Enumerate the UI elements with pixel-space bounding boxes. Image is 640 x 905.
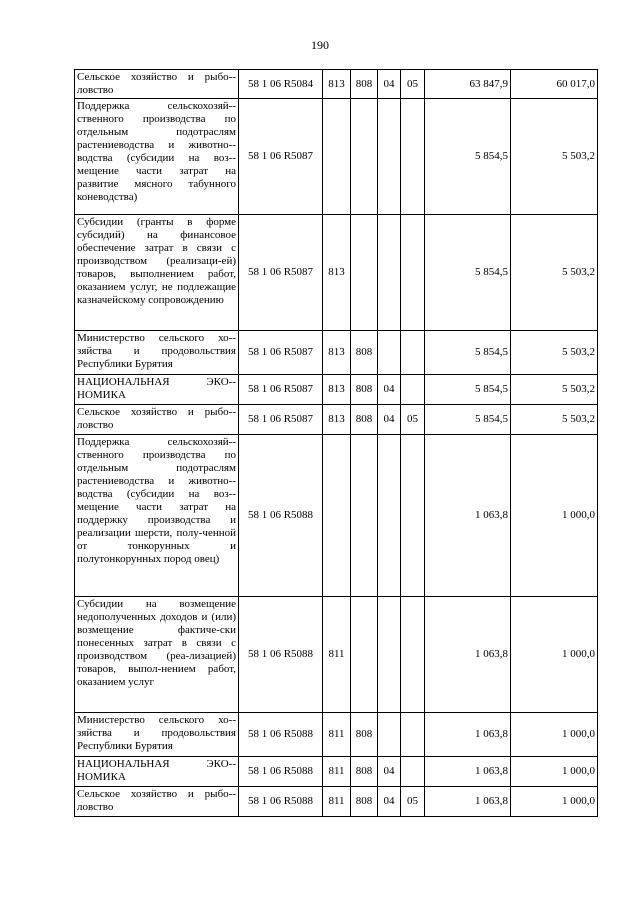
row-name: НАЦИОНАЛЬНАЯ ЭКО-НОМИКА bbox=[75, 757, 239, 787]
row-ministry-code bbox=[351, 99, 378, 215]
table-row bbox=[75, 331, 598, 375]
row-ministry-code: 808 bbox=[351, 70, 378, 99]
row-subsection-code bbox=[401, 99, 425, 215]
row-group-code: 813 bbox=[323, 215, 351, 331]
row-subsection-code bbox=[401, 757, 425, 787]
row-name: Поддержка сельскохозяй-ственного производства по отдельным подотраслям растениеводства и животно-водства (субсидии на воз-мещение части затрат на поддержку производства и реализации шерсти, полу-ченной от тонкорунных и полутонкорунных пород овец) bbox=[75, 435, 239, 597]
row-name: Министерство сельского хо-зяйства и продовольствия Республики Бурятия bbox=[75, 331, 239, 375]
row-amount-2: 5 503,2 bbox=[511, 405, 598, 435]
row-group-code: 813 bbox=[323, 405, 351, 435]
row-subsection-code bbox=[401, 597, 425, 713]
row-amount-1: 5 854,5 bbox=[425, 331, 511, 375]
row-ministry-code: 808 bbox=[351, 713, 378, 757]
row-name: Сельское хозяйство и рыбо-ловство bbox=[75, 70, 239, 99]
table-row bbox=[75, 405, 598, 435]
row-section-code bbox=[378, 331, 401, 375]
row-amount-1: 63 847,9 bbox=[425, 70, 511, 99]
row-section-code: 04 bbox=[378, 375, 401, 405]
row-amount-1: 1 063,8 bbox=[425, 597, 511, 713]
row-amount-1: 1 063,8 bbox=[425, 787, 511, 817]
row-target-code: 58 1 06 R5087 bbox=[239, 215, 323, 331]
row-name: НАЦИОНАЛЬНАЯ ЭКО-НОМИКА bbox=[75, 375, 239, 405]
row-section-code: 04 bbox=[378, 70, 401, 99]
row-group-code: 813 bbox=[323, 331, 351, 375]
row-target-code: 58 1 06 R5087 bbox=[239, 331, 323, 375]
row-amount-1: 5 854,5 bbox=[425, 215, 511, 331]
row-group-code bbox=[323, 99, 351, 215]
row-amount-1: 1 063,8 bbox=[425, 713, 511, 757]
row-target-code: 58 1 06 R5087 bbox=[239, 405, 323, 435]
table-row bbox=[75, 787, 598, 817]
row-name: Сельское хозяйство и рыбо-ловство bbox=[75, 405, 239, 435]
row-group-code: 811 bbox=[323, 713, 351, 757]
row-amount-1: 5 854,5 bbox=[425, 375, 511, 405]
row-subsection-code bbox=[401, 713, 425, 757]
row-amount-2: 5 503,2 bbox=[511, 331, 598, 375]
row-section-code bbox=[378, 435, 401, 597]
row-section-code: 04 bbox=[378, 787, 401, 817]
page-number: 190 bbox=[311, 38, 329, 52]
row-amount-1: 5 854,5 bbox=[425, 405, 511, 435]
row-target-code: 58 1 06 R5088 bbox=[239, 713, 323, 757]
row-target-code: 58 1 06 R5088 bbox=[239, 757, 323, 787]
table-body bbox=[75, 70, 598, 817]
row-ministry-code: 808 bbox=[351, 331, 378, 375]
row-amount-1: 1 063,8 bbox=[425, 435, 511, 597]
row-group-code: 813 bbox=[323, 70, 351, 99]
row-name: Министерство сельского хо-зяйства и продовольствия Республики Бурятия bbox=[75, 713, 239, 757]
row-name: Сельское хозяйство и рыбо-ловство bbox=[75, 787, 239, 817]
row-ministry-code: 808 bbox=[351, 787, 378, 817]
row-section-code bbox=[378, 597, 401, 713]
table-row bbox=[75, 713, 598, 757]
row-name: Субсидии на возмещение недополученных доходов и (или) возмещение фактиче-ски понесенных затрат в связи с производством (реа-лизацией) товаров, выпол-нением работ, оказанием услуг bbox=[75, 597, 239, 713]
budget-table bbox=[74, 69, 598, 817]
row-amount-2: 1 000,0 bbox=[511, 597, 598, 713]
row-ministry-code: 808 bbox=[351, 375, 378, 405]
row-section-code: 04 bbox=[378, 757, 401, 787]
row-subsection-code bbox=[401, 331, 425, 375]
row-amount-2: 1 000,0 bbox=[511, 435, 598, 597]
row-target-code: 58 1 06 R5088 bbox=[239, 787, 323, 817]
table-row bbox=[75, 215, 598, 331]
row-amount-2: 60 017,0 bbox=[511, 70, 598, 99]
row-amount-2: 5 503,2 bbox=[511, 215, 598, 331]
row-subsection-code: 05 bbox=[401, 70, 425, 99]
row-target-code: 58 1 06 R5088 bbox=[239, 435, 323, 597]
row-amount-2: 1 000,0 bbox=[511, 713, 598, 757]
table-row bbox=[75, 99, 598, 215]
row-amount-2: 5 503,2 bbox=[511, 99, 598, 215]
row-subsection-code bbox=[401, 375, 425, 405]
row-amount-1: 5 854,5 bbox=[425, 99, 511, 215]
row-section-code bbox=[378, 99, 401, 215]
row-group-code: 813 bbox=[323, 375, 351, 405]
row-section-code: 04 bbox=[378, 405, 401, 435]
row-group-code: 811 bbox=[323, 787, 351, 817]
row-group-code: 811 bbox=[323, 757, 351, 787]
row-subsection-code bbox=[401, 435, 425, 597]
row-target-code: 58 1 06 R5087 bbox=[239, 375, 323, 405]
row-ministry-code: 808 bbox=[351, 757, 378, 787]
row-name: Субсидии (гранты в форме субсидий) на финансовое обеспечение затрат в связи с производством (реализаци-ей) товаров, выполнением работ, оказанием услуг, не подлежащие казначейскому сопровождению bbox=[75, 215, 239, 331]
row-amount-1: 1 063,8 bbox=[425, 757, 511, 787]
row-subsection-code: 05 bbox=[401, 405, 425, 435]
table-row bbox=[75, 597, 598, 713]
table-row bbox=[75, 375, 598, 405]
row-amount-2: 1 000,0 bbox=[511, 787, 598, 817]
row-group-code: 811 bbox=[323, 597, 351, 713]
row-ministry-code bbox=[351, 597, 378, 713]
row-amount-2: 1 000,0 bbox=[511, 757, 598, 787]
row-section-code bbox=[378, 215, 401, 331]
row-ministry-code bbox=[351, 215, 378, 331]
row-target-code: 58 1 06 R5087 bbox=[239, 99, 323, 215]
row-target-code: 58 1 06 R5084 bbox=[239, 70, 323, 99]
row-section-code bbox=[378, 713, 401, 757]
table-row bbox=[75, 435, 598, 597]
row-subsection-code: 05 bbox=[401, 787, 425, 817]
row-ministry-code bbox=[351, 435, 378, 597]
table-row bbox=[75, 70, 598, 99]
row-amount-2: 5 503,2 bbox=[511, 375, 598, 405]
row-target-code: 58 1 06 R5088 bbox=[239, 597, 323, 713]
row-group-code bbox=[323, 435, 351, 597]
row-subsection-code bbox=[401, 215, 425, 331]
row-name: Поддержка сельскохозяй-ственного производства по отдельным подотраслям растениеводства и животно-водства (субсидии на воз-мещение части затрат на развитие мясного табунного коневодства) bbox=[75, 99, 239, 215]
table-row bbox=[75, 757, 598, 787]
row-ministry-code: 808 bbox=[351, 405, 378, 435]
